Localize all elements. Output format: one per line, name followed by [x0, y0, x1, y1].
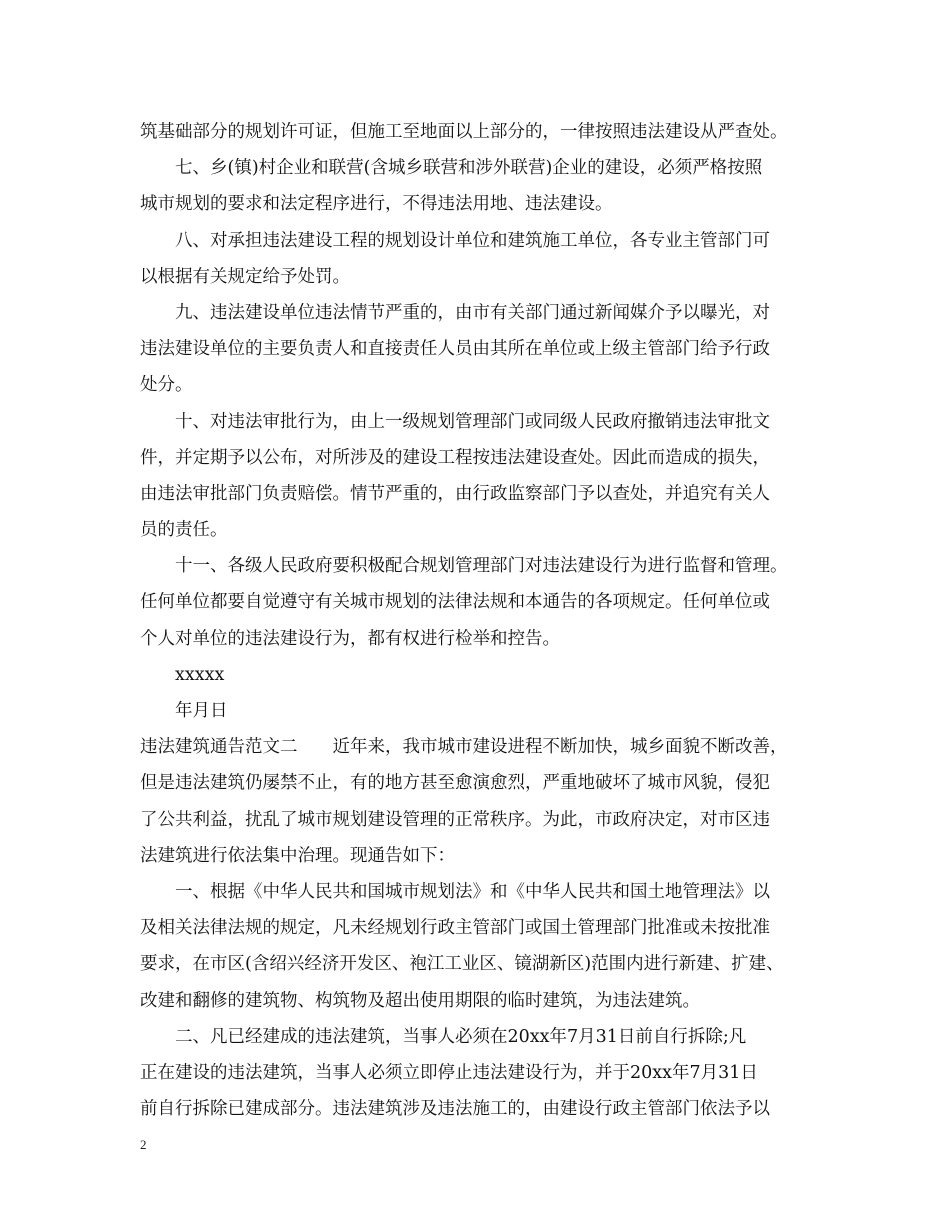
text-line: 九、违法建设单位违法情节严重的，由市有关部门通过新闻媒介予以曝光，对 — [175, 302, 770, 323]
text-line: 二、凡已经建成的违法建筑，当事人必须在20xx年7月31日前自行拆除;凡 — [175, 1026, 747, 1047]
text-line: 城市规划的要求和法定程序进行，不得违法用地、违法建设。 — [140, 194, 613, 215]
text-line: 件，并定期予以公布，对所涉及的建设工程按违法建设查处。因此而造成的损失， — [140, 447, 770, 468]
text-line: 筑基础部分的规划许可证，但施工至地面以上部分的，一律按照违法建设从严查处。 — [140, 122, 788, 142]
text-line: 及相关法律法规的规定，凡未经规划行政主管部门或国土管理部门批准或未按批准 — [140, 918, 770, 939]
page-number: 2 — [140, 1137, 147, 1152]
text-line: 以根据有关规定给予处罚。 — [140, 266, 350, 287]
text-line: 违法建筑通告范文二 近年来，我市城市建设进程不断加快，城乡面貌不断改善， — [140, 737, 788, 758]
text-line: 改建和翻修的建筑物、构筑物及超出使用期限的临时建筑，为违法建筑。 — [140, 990, 700, 1011]
text-line: 一、根据《中华人民共和国城市规划法》和《中华人民共和国土地管理法》以 — [175, 881, 770, 902]
text-line: 十、对违法审批行为，由上一级规划管理部门或同级人民政府撤销违法审批文 — [175, 411, 770, 432]
document-body — [140, 114, 812, 1127]
text-line: 十一、各级人民政府要积极配合规划管理部门对违法建设行为进行监督和管理。 — [175, 556, 788, 577]
text-line: 八、对承担违法建设工程的规划设计单位和建筑施工单位，各专业主管部门可 — [175, 230, 770, 251]
text-line: 任何单位都要自觉遵守有关城市规划的法律法规和本通告的各项规定。任何单位或 — [140, 592, 770, 613]
text-line: 但是违法建筑仍屡禁不止，有的地方甚至愈演愈烈，严重地破坏了城市风貌，侵犯 — [140, 773, 770, 794]
text-line: 了公共利益，扰乱了城市规划建设管理的正常秩序。为此，市政府决定，对市区违 — [140, 809, 770, 830]
text-line: 年月日 — [175, 701, 228, 721]
text-line: 正在建设的违法建筑，当事人必须立即停止违法建设行为，并于20xx年7月31日 — [140, 1062, 758, 1083]
text-line: 前自行拆除已建成部分。违法建筑涉及违法施工的，由建设行政主管部门依法予以 — [140, 1099, 770, 1120]
text-line: 要求，在市区(含绍兴经济开发区、袍江工业区、镜湖新区)范围内进行新建、扩建、 — [140, 954, 784, 975]
text-line: xxxxx — [175, 664, 225, 685]
text-line: 违法建设单位的主要负责人和直接责任人员由其所在单位或上级主管部门给予行政 — [140, 339, 770, 360]
text-line: 处分。 — [140, 375, 193, 396]
text-line: 个人对单位的违法建设行为，都有权进行检举和控告。 — [140, 628, 560, 649]
text-line: 法建筑进行依法集中治理。现通告如下： — [140, 845, 455, 866]
text-line: 员的责任。 — [140, 520, 228, 541]
text-line: 由违法审批部门负责赔偿。情节严重的，由行政监察部门予以查处，并追究有关人 — [140, 483, 770, 504]
text-line: 七、乡(镇)村企业和联营(含城乡联营和涉外联营)企业的建设，必须严格按照 — [175, 158, 763, 179]
